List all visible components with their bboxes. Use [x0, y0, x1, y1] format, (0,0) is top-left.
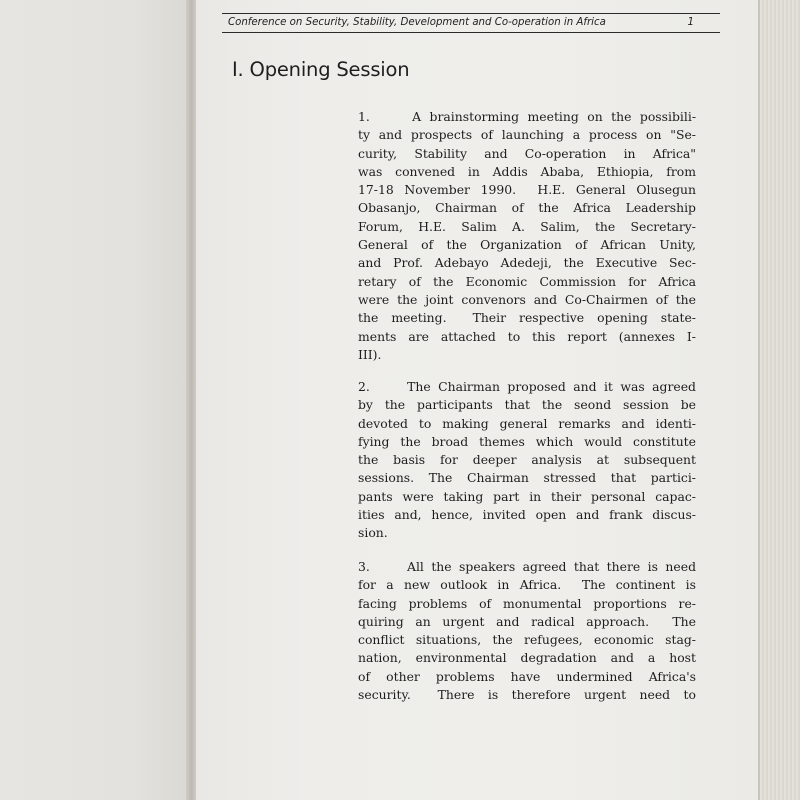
text-line: pants were taking part in their personal capac-: [358, 488, 696, 504]
text-line: of other problems have undermined Africa's: [358, 668, 696, 684]
text-line: and Prof. Adebayo Adedeji, the Executive Sec-: [358, 255, 696, 271]
text-line: the basis for deeper analysis at subsequent: [358, 452, 696, 468]
text-line: the meeting. Their respective opening state-: [358, 310, 696, 326]
running-header: [222, 13, 720, 33]
page-edges: [760, 0, 800, 800]
page-number: 1: [687, 17, 694, 28]
text-line: ty and prospects of launching a process on "Se-: [358, 127, 696, 143]
text-line: by the participants that the seond session be: [358, 397, 696, 413]
text-line: security. There is therefore urgent need to: [358, 687, 696, 703]
text-line: ments are attached to this report (annexes I-: [358, 328, 696, 344]
text-line: General of the Organization of African Unity,: [358, 237, 696, 253]
text-line: ities and, hence, invited open and frank discus-: [358, 507, 696, 523]
text-line: 17-18 November 1990. H.E. General Olusegun: [358, 182, 696, 198]
text-line: sion.: [358, 525, 388, 541]
text-line: retary of the Economic Commission for Africa: [358, 273, 696, 289]
text-line: Forum, H.E. Salim A. Salim, the Secretary-: [358, 218, 696, 234]
text-line: conflict situations, the refugees, economic stag-: [358, 632, 696, 648]
text-line: nation, environmental degradation and a host: [358, 650, 696, 666]
text-line: sessions. The Chairman stressed that partici-: [358, 470, 696, 486]
text-line: fying the broad themes which would constitute: [358, 433, 696, 449]
text-line: facing problems of monumental proportions re-: [358, 595, 696, 611]
paragraph-2: [358, 378, 696, 543]
text-line: curity, Stability and Co-operation in Africa": [358, 145, 696, 161]
text-line: devoted to making general remarks and identi-: [358, 415, 696, 431]
paragraph-1: [358, 108, 696, 364]
text-line: were the joint convenors and Co-Chairmen of the: [358, 291, 696, 307]
text-line: 1. A brainstorming meeting on the possibili-: [358, 109, 696, 124]
text-line: III).: [358, 346, 382, 362]
text-line: quiring an urgent and radical approach. The: [358, 613, 696, 629]
running-header-title: Conference on Security, Stability, Development and Co-operation in Africa: [228, 17, 606, 28]
section-heading: I. Opening Session: [232, 58, 410, 81]
left-blank-page: [0, 0, 190, 800]
paragraph-3: [358, 558, 696, 704]
text-line: 2. The Chairman proposed and it was agreed: [358, 379, 696, 394]
text-line: was convened in Addis Ababa, Ethiopia, from: [358, 163, 696, 179]
text-line: Obasanjo, Chairman of the Africa Leadership: [358, 200, 696, 216]
text-line: 3. All the speakers agreed that there is need: [358, 559, 696, 574]
text-line: for a new outlook in Africa. The continent is: [358, 577, 696, 593]
